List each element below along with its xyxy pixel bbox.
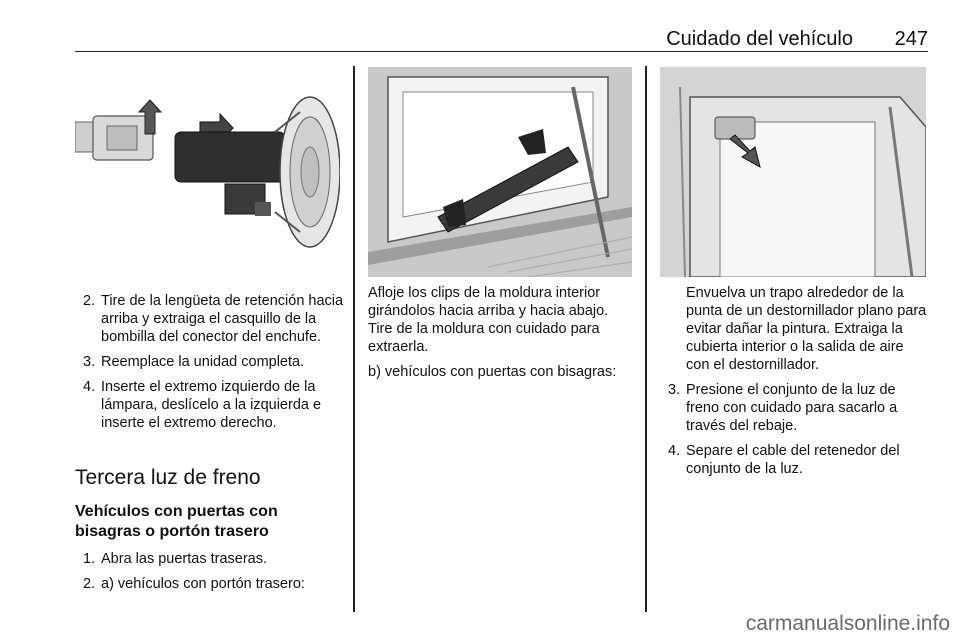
header-rule	[75, 51, 928, 52]
header-title: Cuidado del vehículo	[666, 28, 853, 50]
list-item: 4. Separe el cable del retenedor del conjunto de la luz.	[668, 443, 900, 477]
page-header	[75, 22, 928, 52]
column-divider-2	[645, 66, 647, 612]
list-item: 1. Abra las puertas traseras.	[83, 551, 268, 567]
paragraph: Afloje los clips de la moldura interior girándolos hacia arriba y hacia abajo. Tire de la moldura con cuidado para extraerla.	[368, 285, 609, 355]
col2-text	[368, 284, 634, 388]
list-item: 2. Tire de la lengüeta de retención hacia arriba y extraiga el casquillo de la bombilla del conector del enchufe.	[83, 293, 344, 345]
paragraph: b) vehículos con puertas con bisagras:	[368, 364, 617, 380]
paragraph: Envuelva un trapo alrededor de la punta de un destornillador plano para evitar dañar la pintura. Extraiga la cubierta interior o la salida de aire con el destornillador.	[686, 285, 927, 373]
list-item: 4. Inserte el extremo izquierdo de la lámpara, deslícelo a la izquierda e inserte el extremo derecho.	[83, 379, 322, 431]
list-item: 2. a) vehículos con portón trasero:	[83, 576, 305, 592]
figure-hinged-door	[660, 67, 926, 277]
figure-lamp-assembly	[75, 92, 340, 257]
section-heading: Tercera luz de freno	[75, 466, 261, 489]
figure-tailgate-trim	[368, 67, 632, 277]
col3-text	[660, 284, 928, 485]
list-item: 3. Presione el conjunto de la luz de freno con cuidado para sacarlo a través del rebaje.	[668, 382, 898, 434]
list-item: 3. Reemplace la unidad completa.	[83, 354, 305, 370]
col1-steps	[75, 292, 345, 439]
sub-heading: Vehículos con puertas con bisagras o portón trasero	[75, 503, 278, 540]
column-divider-1	[353, 66, 355, 612]
page-number: 247	[894, 28, 928, 50]
watermark: carmanualsonline.info	[745, 612, 950, 635]
col1-steps-2	[75, 550, 345, 600]
